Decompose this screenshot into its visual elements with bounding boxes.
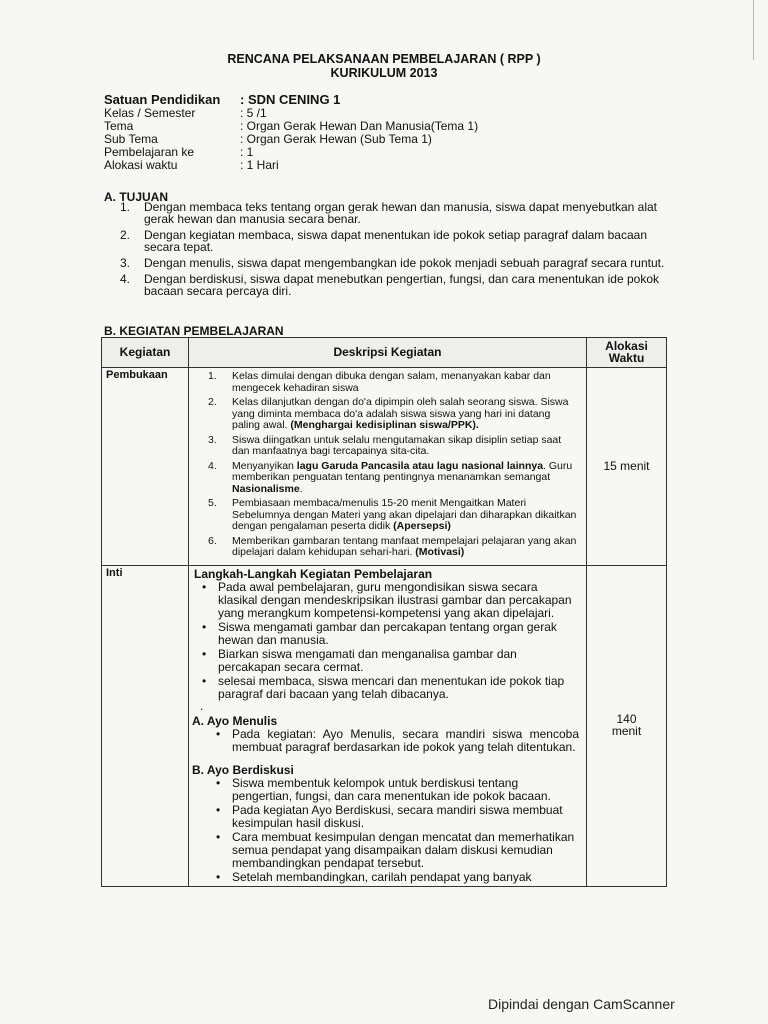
table-header-row (102, 338, 667, 368)
info-label: Alokasi waktu (104, 158, 178, 172)
item-number: 2. (120, 228, 131, 242)
identity-block (104, 92, 478, 172)
goals-list (120, 201, 672, 301)
section-heading-kegiatan: B. KEGIATAN PEMBELAJARAN (104, 324, 284, 338)
list-item (120, 229, 672, 253)
list-item (120, 273, 672, 297)
item-text: Pembiasaan membaca/menulis 15-20 menit Mengaitkan Materi Sebelumnya dengan Materi yang akan dipelajari dan diharapkan dikaitkan dengan pengalaman peserta didik (232, 497, 577, 532)
item-number: 6. (208, 534, 217, 547)
item-text: Dengan kegiatan membaca, siswa dapat menentukan ide pokok setiap paragraf dalam bacaan secara tepat. (144, 228, 647, 254)
column-header-alokasi: Alokasi Waktu (587, 338, 667, 368)
time-unit: menit (611, 723, 642, 738)
item-emphasis: lagu Garuda Pancasila atau lagu nasional lainnya (296, 459, 544, 472)
stray-dot: . (200, 698, 204, 713)
info-value: : 5 /1 (240, 106, 267, 120)
subheading-ayo-berdiskusi: B. Ayo Berdiskusi (192, 762, 294, 777)
activity-table (101, 337, 667, 887)
info-value: : SDN CENING 1 (240, 92, 341, 107)
list-item: • Pada kegiatan: Ayo Menulis, secara mandiri siswa mencoba membuat paragraf berdasarkan ide pokok yang telah ditentukan. (232, 728, 579, 754)
item-number: 4. (120, 272, 131, 286)
list-item (120, 257, 672, 269)
table-row-inti (102, 565, 667, 886)
activity-label: Inti (102, 565, 189, 886)
item-text: Memberikan gambaran tentang manfaat mempelajari pelajaran yang akan dipelajari dalam kehidupan sehari-hari. (232, 534, 577, 558)
activity-label: Pembukaan (102, 368, 189, 566)
document-title: RENCANA PELAKSANAAN PEMBELAJARAN ( RPP ) (227, 52, 541, 66)
list-item (208, 536, 581, 559)
berdiskusi-bullets (192, 777, 579, 884)
activity-time: 15 menit (587, 368, 667, 566)
info-label: Sub Tema (104, 132, 158, 146)
item-text: Dengan berdiskusi, siswa dapat menebutkan pengertian, fungsi, dan cara menentukan ide pokok bacaan secara percaya diri. (144, 272, 659, 298)
opening-steps (190, 369, 585, 564)
list-item: • Setelah membandingkan, carilah pendapat yang banyak (232, 871, 579, 884)
core-steps (190, 567, 585, 884)
item-number: 5. (208, 497, 217, 509)
list-item: • Siswa membentuk kelompok untuk berdiskusi tentang pengertian, fungsi, dan cara menentukan ide pokok bacaan. (232, 777, 579, 803)
item-number: 1. (120, 200, 131, 214)
item-text: . (299, 482, 303, 495)
scanner-watermark: Dipindai dengan CamScanner (488, 996, 675, 1012)
list-item (208, 435, 581, 458)
item-number: 2. (208, 396, 217, 408)
column-header-deskripsi: Deskripsi Kegiatan (189, 338, 587, 368)
item-text: Siswa diingatkan untuk selalu mengutamakan sikap disiplin setiap saat dan manfaatnya bagi tercapainya sita-cita. (232, 433, 562, 457)
list-item (208, 461, 581, 496)
list-item (208, 498, 581, 533)
item-number: 1. (208, 370, 217, 382)
list-item: • Pada kegiatan Ayo Berdiskusi, secara mandiri siswa membuat kesimpulan hasil diskusi. (232, 804, 579, 830)
item-emphasis: (Motivasi) (415, 546, 465, 558)
menulis-bullets (192, 728, 579, 754)
item-number: 4. (208, 459, 217, 472)
list-item: • Pada awal pembelajaran, guru mengondisikan siswa secara klasikal dengan mendeskripsikan ilustrasi gambar dan percakapan yang merangkum kompetensi-kompetensi yang akan dipelajari. (218, 581, 579, 620)
list-item: • Cara membuat kesimpulan dengan mencatat dan memerhatikan semua pendapat yang disampaikan dalam diskusi kemudian membandingkan pendapat tersebut. (232, 831, 579, 870)
info-value: : 1 Hari (240, 158, 279, 172)
info-label: Tema (104, 119, 134, 133)
page-edge (753, 0, 754, 60)
item-text: Kelas dimulai dengan dibuka dengan salam, menanyakan kabar dan mengecek kehadiran siswa (232, 370, 551, 394)
info-value: : Organ Gerak Hewan (Sub Tema 1) (240, 132, 432, 146)
section-heading-tujuan: A. TUJUAN (104, 190, 169, 204)
item-emphasis: (Apersepsi) (393, 520, 451, 532)
item-emphasis: (Menghargai kedisiplinan siswa/PPK). (290, 419, 479, 431)
info-value: : Organ Gerak Hewan Dan Manusia(Tema 1) (240, 119, 479, 133)
item-text: Dengan membaca teks tentang organ gerak hewan dan manusia, siswa dapat menyebutkan alat gerak hewan dan manusia secara benar. (144, 200, 657, 226)
info-row (104, 159, 478, 172)
item-number: 3. (120, 256, 131, 270)
activity-description (189, 565, 587, 886)
item-text: . Guru memberikan penguatan tentang pentingnya menanamkan semangat (232, 459, 573, 483)
column-header-kegiatan: Kegiatan (102, 338, 189, 368)
core-bullets (192, 581, 579, 701)
item-emphasis: Nasionalisme (232, 482, 300, 495)
time-value: 140 (616, 712, 637, 726)
document-subtitle: KURIKULUM 2013 (330, 66, 438, 80)
list-item: • Siswa mengamati gambar dan percakapan tentang organ gerak hewan dan manusia. (218, 621, 579, 647)
activity-time (587, 565, 667, 886)
info-label: Pembelajaran ke (104, 145, 195, 159)
table-row-pembukaan (102, 368, 667, 566)
item-text: Menyanyikan (232, 459, 297, 472)
info-row (104, 92, 478, 107)
info-label: Kelas / Semester (104, 106, 196, 120)
list-item (208, 371, 581, 394)
list-item: • Biarkan siswa mengamati dan menganalisa gambar dan percakapan secara cermat. (218, 648, 579, 674)
item-text: Kelas dilanjutkan dengan do'a dipimpin oleh salah seorang siswa. Siswa yang diminta membaca do'a adalah siswa siswa yang hari ini datang paling awal. (232, 396, 569, 431)
list-item: • selesai membaca, siswa mencari dan menentukan ide pokok tiap paragraf dari bacaan yang telah dibacanya. (218, 675, 579, 701)
info-value: : 1 (240, 145, 254, 159)
list-item (208, 397, 581, 432)
subheading-ayo-menulis: A. Ayo Menulis (192, 713, 278, 728)
item-number: 3. (208, 433, 217, 446)
item-text: Dengan menulis, siswa dapat mengembangkan ide pokok menjadi sebuah paragraf secara runtut. (144, 256, 665, 270)
activity-description (189, 368, 587, 566)
list-item (120, 201, 672, 225)
info-label: Satuan Pendidikan (104, 92, 221, 107)
core-heading: Langkah-Langkah Kegiatan Pembelajaran (194, 566, 433, 581)
